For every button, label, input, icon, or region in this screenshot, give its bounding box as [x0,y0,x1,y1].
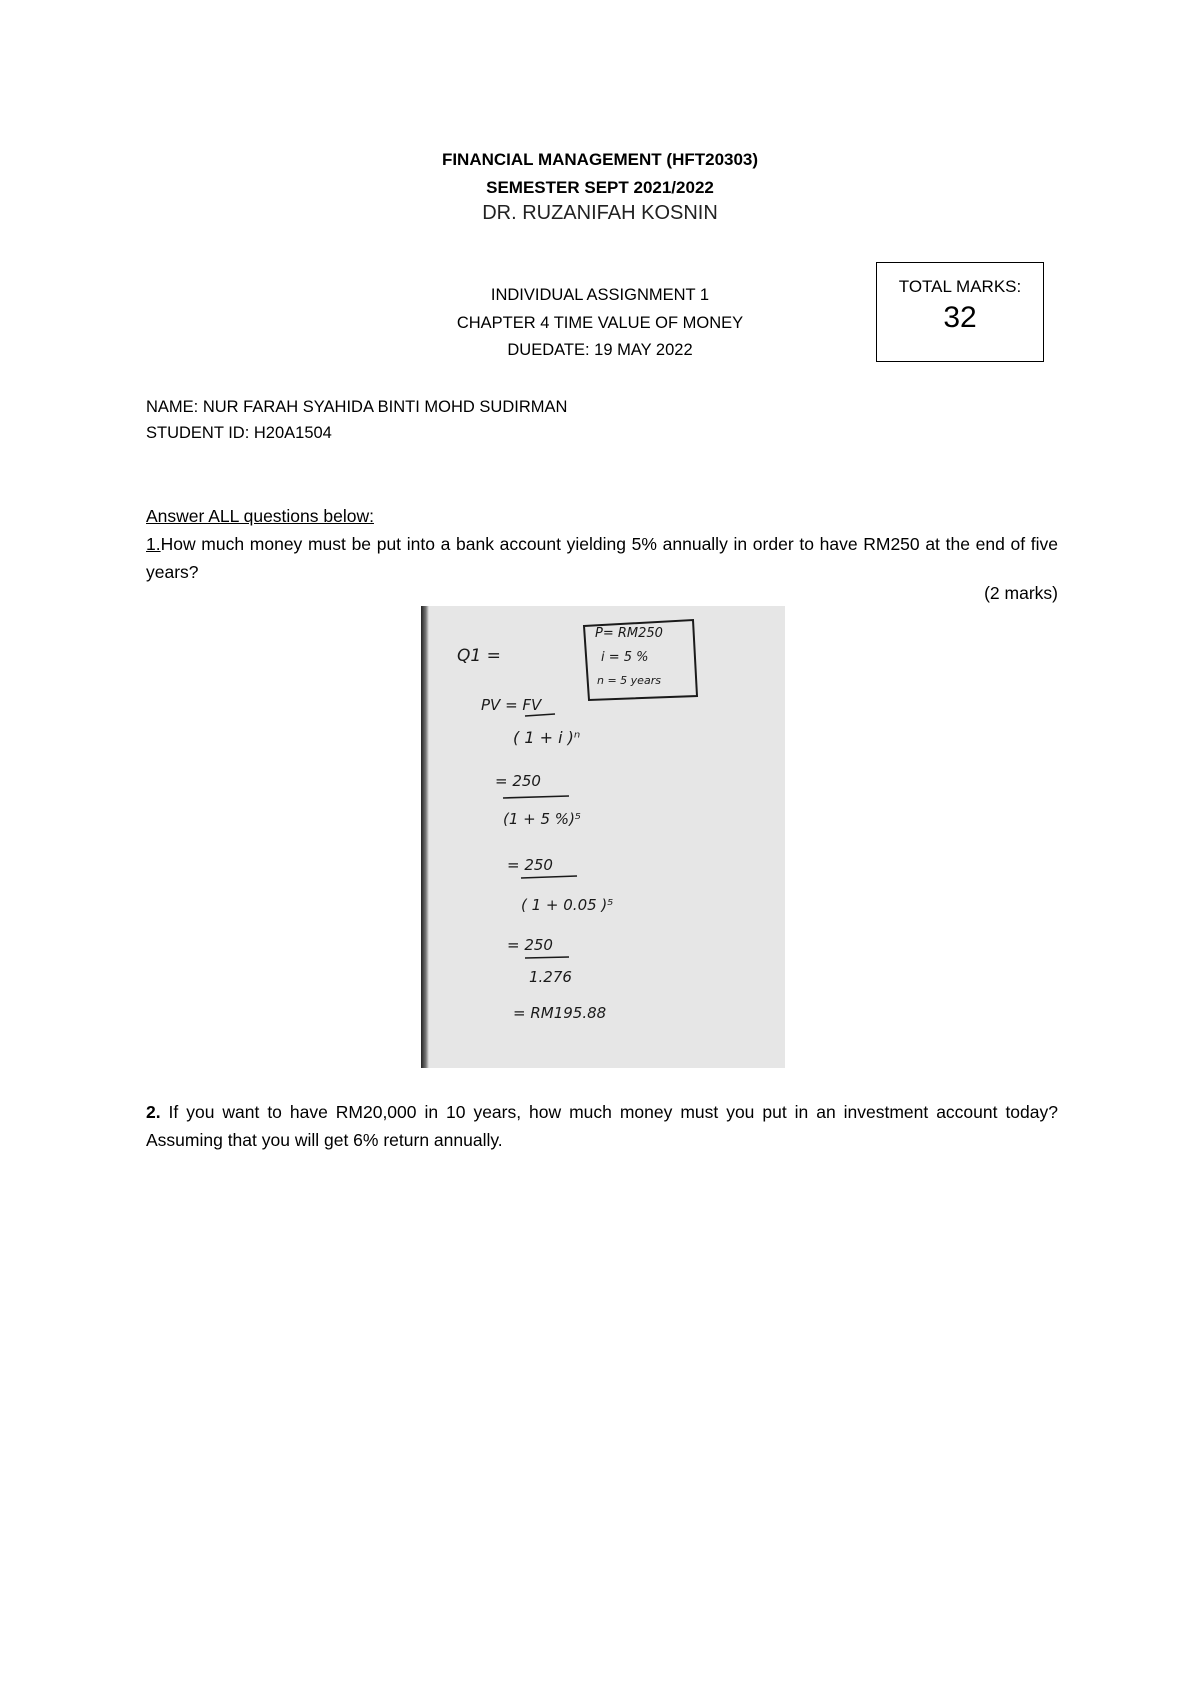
student-name: NAME: NUR FARAH SYAHIDA BINTI MOHD SUDIRMAN [146,398,568,416]
hw-given-n: n = 5 years [597,674,661,687]
fraction-bar-1 [525,714,555,716]
chapter-title: CHAPTER 4 TIME VALUE OF MONEY [456,314,744,332]
hw-step-8: 1.276 [529,968,572,986]
question-1-number: 1. [146,534,161,554]
assignment-title: INDIVIDUAL ASSIGNMENT 1 [490,286,710,304]
total-marks-value: 32 [943,301,977,334]
semester: SEMESTER SEPT 2021/2022 [486,178,714,197]
hw-given-i: i = 5 % [601,650,649,665]
hw-step-9: = RM195.88 [513,1004,607,1022]
hw-step-4: (1 + 5 %)⁵ [503,810,581,828]
hw-step-7: = 250 [507,936,553,954]
hw-step-2: ( 1 + i )ⁿ [513,728,581,747]
total-marks-box [876,262,1044,362]
hw-label: Q1 = [457,646,501,666]
course-title: FINANCIAL MANAGEMENT (HFT20303) [441,150,759,169]
fraction-bar-3 [521,876,577,878]
handwritten-answer-photo [421,606,785,1068]
hw-step-5: = 250 [507,856,553,874]
fraction-bar-4 [525,957,569,958]
student-id: STUDENT ID: H20A1504 [146,424,332,442]
photo-left-edge [421,606,429,1068]
hw-step-6: ( 1 + 0.05 )⁵ [521,896,614,914]
due-date: DUEDATE: 19 MAY 2022 [507,341,693,359]
question-1 [146,530,1058,586]
hw-given-p: P= RM250 [595,626,663,641]
hw-step-3: = 250 [495,772,541,790]
question-2 [146,1098,1058,1154]
question-2-number: 2. [146,1102,161,1122]
total-marks-label: TOTAL MARKS: [898,277,1022,296]
hw-step-1: PV = FV [481,696,542,714]
question-2-text: If you want to have RM20,000 in 10 years, how much money must you put in an investment account today? Assuming that you will get 6% return annually. [146,1102,1058,1150]
fraction-bar-2 [503,796,569,798]
question-1-marks: (2 marks) [984,583,1058,603]
lecturer-name: DR. RUZANIFAH KOSNIN [482,202,718,224]
instructions: Answer ALL questions below: [146,506,374,526]
question-1-text: How much money must be put into a bank account yielding 5% annually in order to have RM250 at the end of five years? [146,534,1058,582]
